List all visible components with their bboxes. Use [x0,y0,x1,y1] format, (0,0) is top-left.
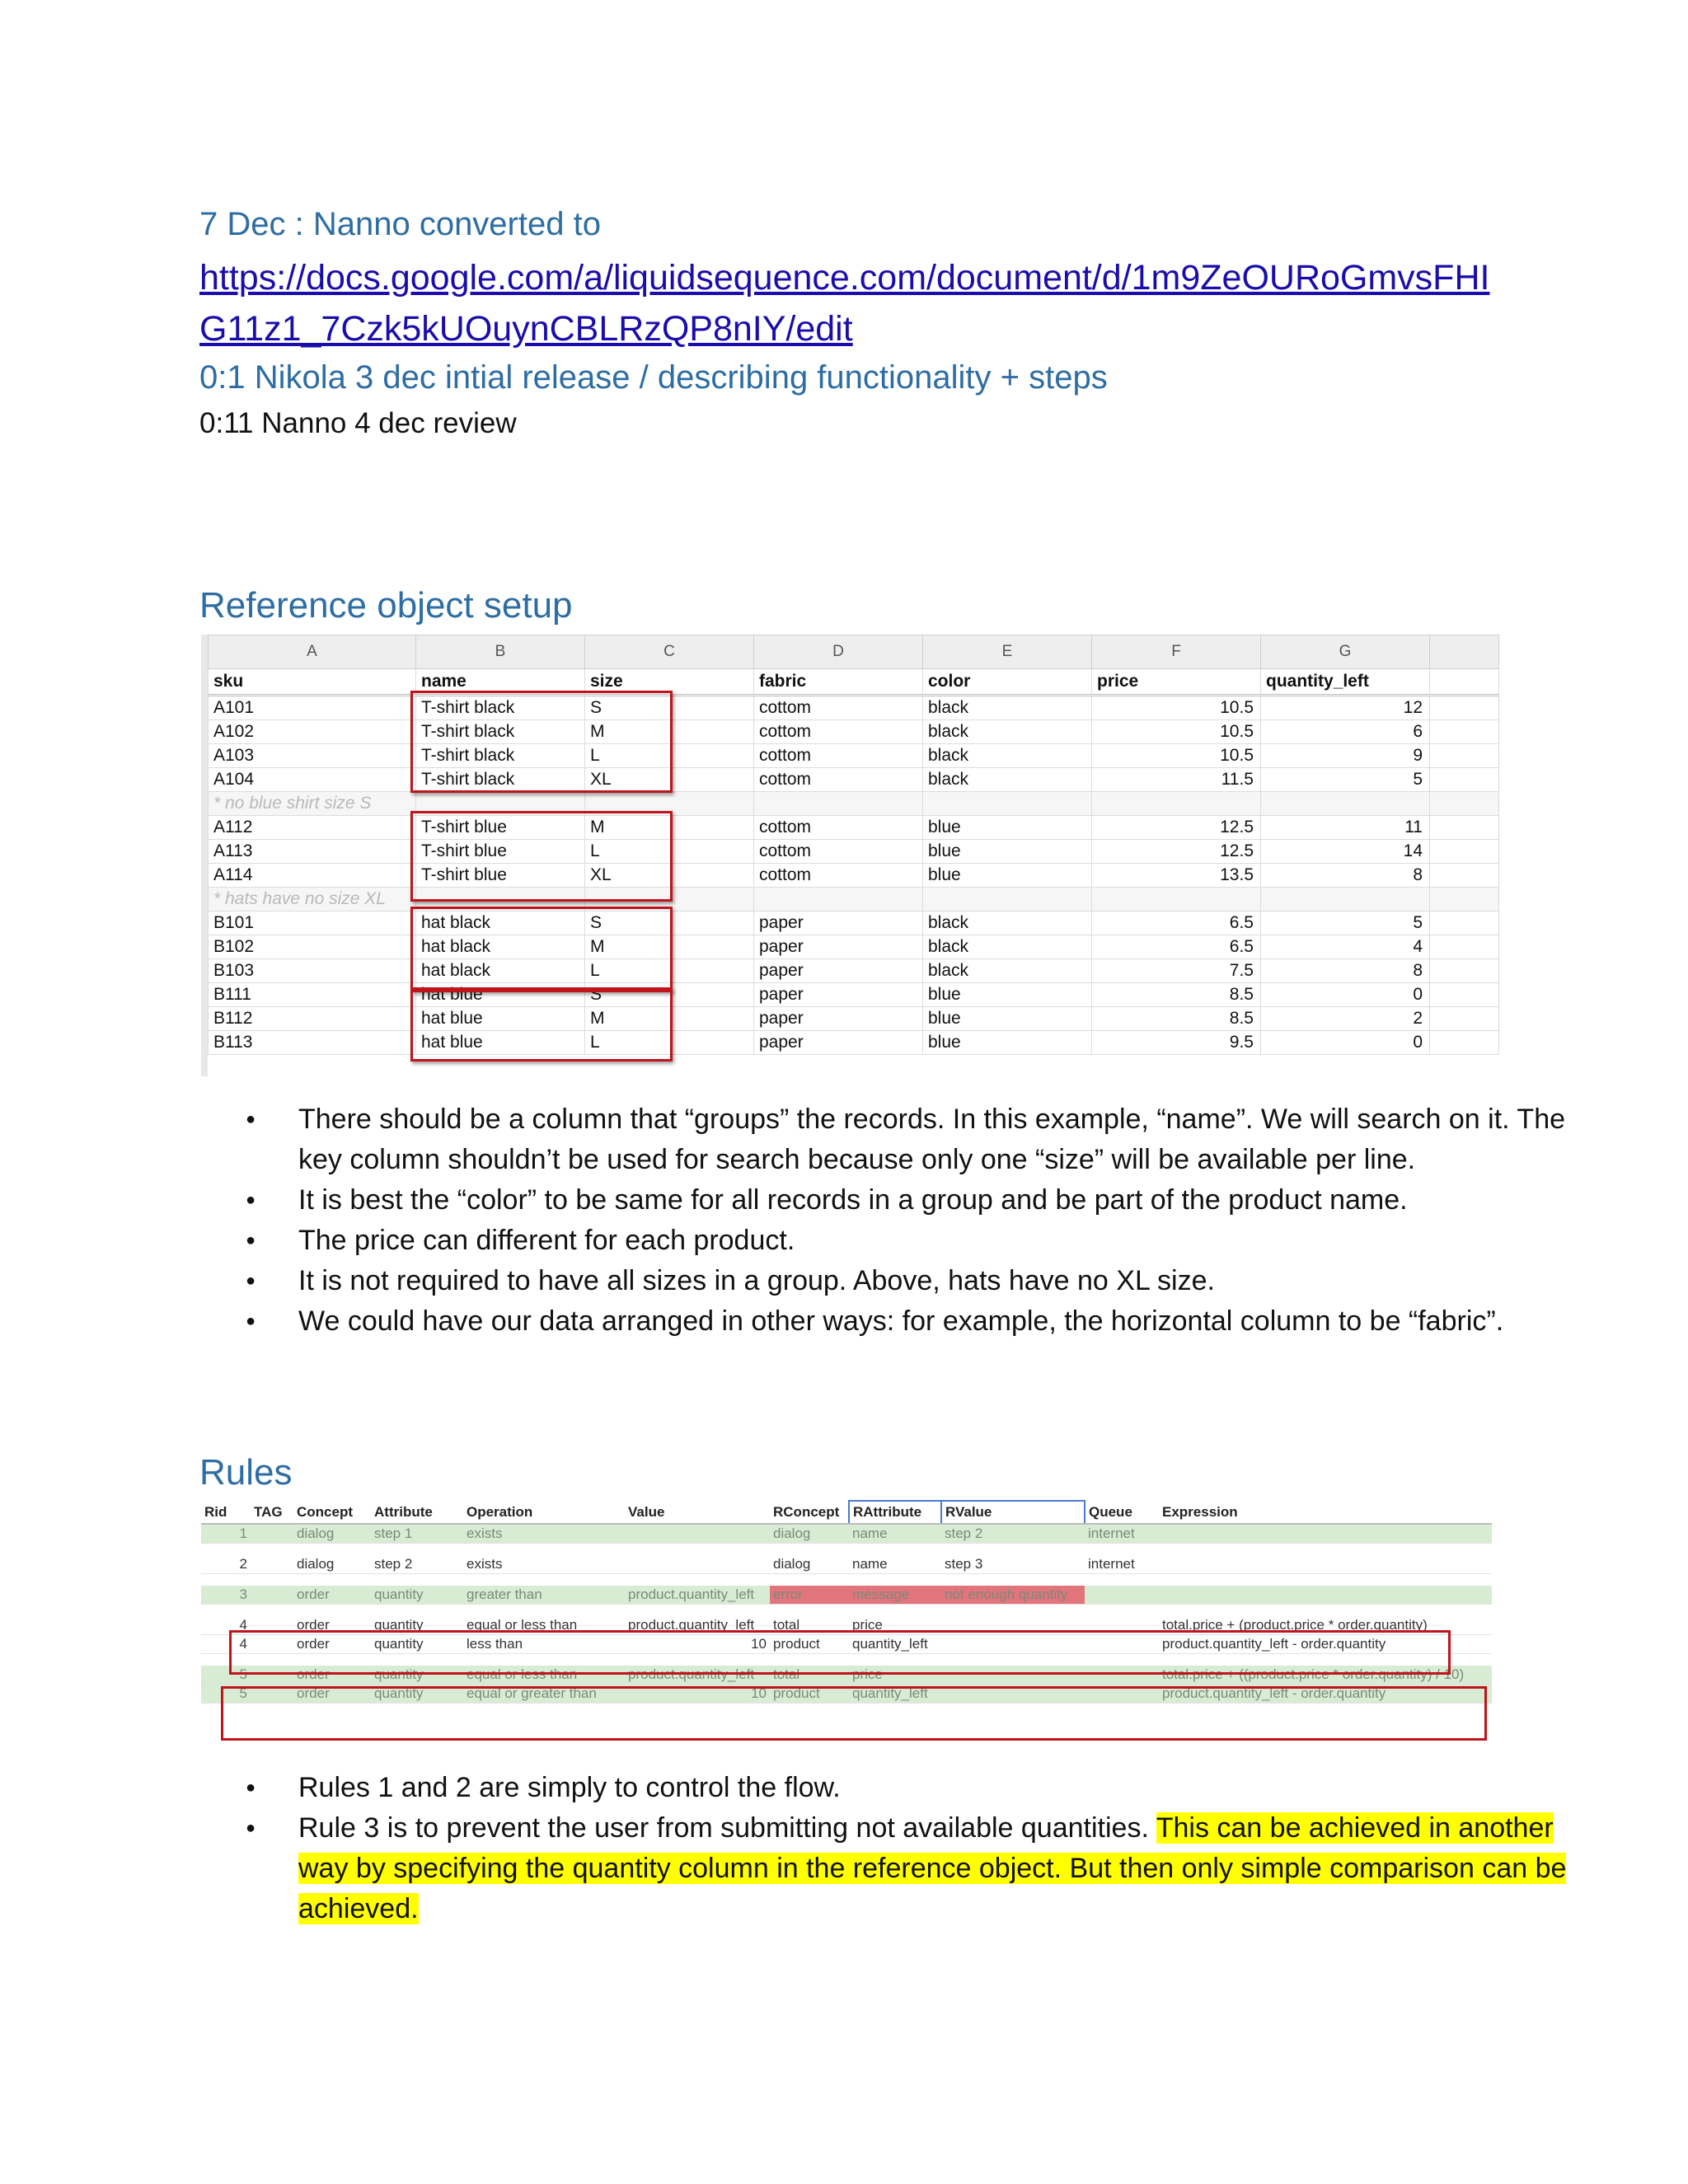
table-cell[interactable]: A114 [209,864,416,888]
rule-cell[interactable] [1159,1555,1492,1574]
column-header[interactable]: Queue [1085,1501,1159,1524]
table-cell[interactable]: M [585,720,754,744]
rule-cell[interactable]: order [293,1666,371,1685]
column-header[interactable]: Expression [1159,1501,1492,1524]
rule-cell[interactable]: 3 [201,1586,251,1605]
table-cell[interactable]: L [585,1031,754,1055]
table-cell[interactable]: XL [585,768,754,792]
rules-note-1: Rules 1 and 2 are simply to control the flow. [298,1772,841,1803]
note-cell[interactable]: * hats have no size XL [209,888,416,912]
cell-empty [1430,744,1499,768]
list-item: ● We could have our data arranged in other ways: for example, the horizontal column to be “fabric”. [298,1301,1601,1342]
table-row [209,720,1499,744]
table-cell[interactable]: 6.5 [1092,935,1261,959]
table-cell[interactable]: A104 [209,768,416,792]
table-cell[interactable]: paper [754,959,923,983]
rule-cell[interactable]: product.quantity_left [625,1666,770,1685]
rule-cell[interactable]: dialog [293,1524,371,1544]
rule-cell[interactable]: quantity [371,1586,463,1605]
table-cell[interactable]: 8.5 [1092,983,1261,1007]
column-letter[interactable]: E [923,635,1092,669]
cell-empty [1430,816,1499,840]
rule-cell[interactable]: product.quantity_left - order.quantity [1159,1685,1492,1704]
rule-5-box [221,1686,1487,1741]
list-item [298,1768,1601,1808]
column-header[interactable]: fabric [754,669,923,696]
column-header[interactable]: RConcept [770,1501,849,1524]
rule-cell[interactable]: internet [1085,1524,1159,1544]
note-cell[interactable]: * no blue shirt size S [209,792,416,816]
table-cell[interactable]: 12.5 [1092,816,1261,840]
rule-cell[interactable]: 2 [201,1555,251,1574]
table-cell[interactable]: blue [923,983,1092,1007]
table-row [209,792,1499,816]
list-item: ● The price can different for each product. [298,1221,1601,1261]
cell-empty [1430,912,1499,935]
table-cell[interactable]: 12.5 [1092,840,1261,864]
table-cell[interactable]: T-shirt black [416,768,585,792]
cell-empty [1430,696,1499,720]
table-cell[interactable]: black [923,720,1092,744]
table-cell[interactable]: cottom [754,744,923,768]
table-row [209,912,1499,935]
rule-cell[interactable]: quantity [371,1635,463,1654]
column-header[interactable]: Rid [201,1501,251,1524]
table-row [209,816,1499,840]
note-cell[interactable] [1092,888,1261,912]
rule-cell[interactable]: equal or less than [463,1616,625,1635]
rule-cell[interactable]: order [293,1586,371,1605]
rule-row [201,1524,1492,1544]
section-title-rules: Rules [199,1452,293,1493]
cell-empty [1430,983,1499,1007]
table-cell[interactable]: paper [754,983,923,1007]
note-cell[interactable] [754,792,923,816]
rule-cell[interactable]: exists [463,1555,625,1574]
rule-cell[interactable]: quantity_left [849,1635,941,1654]
rule-cell[interactable]: name [849,1524,941,1544]
reference-table-body [209,669,1499,1055]
note-cell[interactable] [1261,888,1430,912]
column-letter[interactable]: F [1092,635,1261,669]
section-title-reference: Reference object setup [199,585,573,626]
table-cell[interactable]: 12 [1261,696,1430,720]
column-header[interactable]: TAG [251,1501,293,1524]
rule-cell[interactable]: equal or greater than [463,1685,625,1704]
rule-4-box [229,1630,1451,1675]
table-cell[interactable]: 13.5 [1092,864,1261,888]
cell-empty [1430,959,1499,983]
rule-cell[interactable]: 10 [625,1635,770,1654]
table-cell[interactable]: S [585,696,754,720]
cell-empty [1430,669,1499,696]
rule-cell[interactable]: total [770,1616,849,1635]
rule-cell[interactable]: 10 [625,1685,770,1704]
column-header[interactable]: sku [209,669,416,696]
list-item: ● It is best the “color” to be same for all records in a group and be part of the product name. [298,1180,1601,1221]
table-cell[interactable]: T-shirt black [416,696,585,720]
rule-cell[interactable]: equal or less than [463,1666,625,1685]
rule-cell[interactable]: internet [1085,1555,1159,1574]
table-cell[interactable]: cottom [754,816,923,840]
table-cell[interactable]: 14 [1261,840,1430,864]
table-cell[interactable]: black [923,935,1092,959]
table-cell[interactable]: A101 [209,696,416,720]
table-cell[interactable]: black [923,768,1092,792]
rule-cell[interactable] [1159,1586,1492,1605]
table-cell[interactable]: B102 [209,935,416,959]
table-cell[interactable]: S [585,912,754,935]
rule-cell[interactable] [251,1586,293,1605]
rule-cell[interactable] [251,1524,293,1544]
table-cell[interactable]: T-shirt blue [416,816,585,840]
row-spacer [201,1605,1492,1617]
table-cell[interactable]: 9.5 [1092,1031,1261,1055]
table-cell[interactable]: 8 [1261,959,1430,983]
column-header[interactable]: color [923,669,1092,696]
table-cell[interactable]: A102 [209,720,416,744]
table-cell[interactable]: blue [923,840,1092,864]
rules-notes-list [199,1768,1601,1929]
rule-cell[interactable]: 5 [201,1685,251,1704]
table-cell[interactable]: black [923,959,1092,983]
table-cell[interactable]: A112 [209,816,416,840]
group-box-hat-blue [410,987,673,1062]
column-header[interactable]: price [1092,669,1261,696]
column-header[interactable]: quantity_left [1261,669,1430,696]
cell-empty [1430,1031,1499,1055]
rule-cell[interactable]: quantity [371,1685,463,1704]
note-cell[interactable] [923,888,1092,912]
table-cell[interactable]: M [585,1007,754,1031]
rule-cell[interactable] [625,1524,770,1544]
table-row [209,744,1499,768]
rule-cell[interactable]: step 2 [371,1555,463,1574]
table-cell[interactable]: hat blue [416,1007,585,1031]
rule-cell[interactable]: 4 [201,1635,251,1654]
rule-cell[interactable]: total.price + ((product.price * order.quantity) / 10) [1159,1666,1492,1685]
column-header[interactable]: RValue [941,1501,1085,1524]
rule-cell[interactable]: less than [463,1635,625,1654]
table-cell[interactable]: L [585,840,754,864]
table-cell[interactable]: B111 [209,983,416,1007]
rule-cell[interactable]: product [770,1685,849,1704]
rule-cell[interactable]: price [849,1666,941,1685]
rule-cell[interactable]: exists [463,1524,625,1544]
rule-cell[interactable]: quantity_left [849,1685,941,1704]
column-header[interactable]: Value [625,1501,770,1524]
table-row [209,935,1499,959]
table-cell[interactable]: black [923,912,1092,935]
table-cell[interactable]: 0 [1261,1031,1430,1055]
table-cell[interactable]: paper [754,1031,923,1055]
rule-cell[interactable]: name [849,1555,941,1574]
table-cell[interactable]: hat black [416,912,585,935]
table-cell[interactable]: T-shirt black [416,744,585,768]
table-cell[interactable]: T-shirt blue [416,840,585,864]
column-letter[interactable]: C [585,635,754,669]
rule-cell[interactable]: total [770,1666,849,1685]
table-cell[interactable]: hat blue [416,1031,585,1055]
list-item: ● There should be a column that “groups” the records. In this example, “name”. We will search on it. The key column shouldn’t be used for search because only one “size” will be available per line. [298,1099,1601,1180]
rule-cell[interactable]: 1 [201,1524,251,1544]
column-letter[interactable]: B [416,635,585,669]
table-row [209,1031,1499,1055]
table-cell[interactable]: cottom [754,840,923,864]
column-header[interactable]: Concept [293,1501,371,1524]
table-cell[interactable]: 9 [1261,744,1430,768]
rule-cell[interactable] [1085,1586,1159,1605]
table-cell[interactable]: B101 [209,912,416,935]
rule-cell[interactable]: dialog [770,1524,849,1544]
rule-cell[interactable]: step 2 [941,1524,1085,1544]
column-letters-row [209,635,1499,669]
list-item [298,1808,1601,1929]
note-cell[interactable] [754,888,923,912]
table-cell[interactable]: 10.5 [1092,720,1261,744]
rules-spreadsheet [201,1500,1492,1739]
rule-cell[interactable]: greater than [463,1586,625,1605]
header-row [201,1501,1492,1524]
table-cell[interactable]: T-shirt black [416,720,585,744]
cell-empty [1430,1007,1499,1031]
table-cell[interactable]: 0 [1261,983,1430,1007]
note-cell[interactable] [1261,792,1430,816]
table-row [209,768,1499,792]
table-cell[interactable]: B113 [209,1031,416,1055]
table-cell[interactable]: 5 [1261,912,1430,935]
rule-cell[interactable]: quantity [371,1666,463,1685]
column-header[interactable]: size [585,669,754,696]
rule-cell[interactable]: not enough quantity [941,1586,1085,1605]
table-cell[interactable]: cottom [754,720,923,744]
rule-cell[interactable]: message [849,1586,941,1605]
table-cell[interactable]: black [923,744,1092,768]
table-cell[interactable]: hat blue [416,983,585,1007]
table-cell[interactable]: M [585,935,754,959]
table-cell[interactable]: B112 [209,1007,416,1031]
table-cell[interactable]: black [923,696,1092,720]
rule-cell[interactable]: product.quantity_left - order.quantity [1159,1635,1492,1654]
rule-cell[interactable] [625,1555,770,1574]
table-cell[interactable]: XL [585,864,754,888]
spacer-cell [201,1544,1492,1556]
rule-cell[interactable]: quantity [371,1616,463,1635]
group-box-hat-black [410,907,673,992]
cell-empty [1430,768,1499,792]
rule-cell[interactable]: order [293,1635,371,1654]
table-cell[interactable]: 8 [1261,864,1430,888]
group-box-tshirt-black [410,691,673,793]
table-cell[interactable]: hat black [416,935,585,959]
rule-cell[interactable]: order [293,1616,371,1635]
column-letter-empty [1430,635,1499,669]
table-cell[interactable]: 2 [1261,1007,1430,1031]
cell-empty [1430,840,1499,864]
table-cell[interactable]: A103 [209,744,416,768]
rule-cell[interactable]: error [770,1586,849,1605]
rules-note-2: Rule 3 is to prevent the user from submitting not available quantities. [298,1812,1156,1844]
table-row [209,864,1499,888]
table-row [209,888,1499,912]
column-letter[interactable]: D [754,635,923,669]
cell-empty [1430,792,1499,816]
note-cell[interactable] [1092,792,1261,816]
table-cell[interactable]: 7.5 [1092,959,1261,983]
reference-notes-list [199,1099,1601,1342]
table-cell[interactable]: 11.5 [1092,768,1261,792]
rule-row [201,1555,1492,1574]
rule-cell[interactable]: product.quantity_left [625,1616,770,1635]
column-letter[interactable]: A [209,635,416,669]
cell-empty [1430,720,1499,744]
group-box-tshirt-blue [410,811,673,902]
column-header[interactable]: RAttribute [849,1501,941,1524]
table-cell[interactable]: A113 [209,840,416,864]
table-cell[interactable]: 6 [1261,720,1430,744]
document-link[interactable]: https://docs.google.com/a/liquidsequence.com/document/d/1m9ZeOURoGmvsFHIG11z1_7Czk5kUOuynCBLRzQP8nIY/edit [199,258,1490,349]
table-row [209,1007,1499,1031]
table-cell[interactable]: blue [923,816,1092,840]
table-cell[interactable]: 5 [1261,768,1430,792]
table-cell[interactable]: 11 [1261,816,1430,840]
rule-cell[interactable]: price [849,1616,941,1635]
table-cell[interactable]: M [585,816,754,840]
table-cell[interactable]: cottom [754,696,923,720]
table-row [209,959,1499,983]
table-cell[interactable]: T-shirt blue [416,864,585,888]
rule-cell[interactable] [251,1555,293,1574]
rule-cell[interactable] [1159,1524,1492,1544]
cell-empty [1430,888,1499,912]
rules-note-2-highlight: This can be achieved in another way by specifying the quantity column in the reference object. But then only simple comparison can be achieved. [298,1812,1567,1924]
revision-note-1: 0:1 Nikola 3 dec intial release / describing functionality + steps [199,359,1108,396]
table-row [209,983,1499,1007]
spacer-cell [201,1574,1492,1586]
revision-heading: 7 Dec : Nanno converted to [199,206,601,242]
revision-note-2: 0:11 Nanno 4 dec review [199,407,517,439]
cell-empty [1430,935,1499,959]
rule-cell[interactable]: product.quantity_left [625,1586,770,1605]
table-cell[interactable]: 8.5 [1092,1007,1261,1031]
table-cell[interactable]: blue [923,1031,1092,1055]
rule-cell[interactable]: product [770,1635,849,1654]
table-cell[interactable]: paper [754,1007,923,1031]
table-cell[interactable]: L [585,959,754,983]
rule-cell[interactable]: 4 [201,1616,251,1635]
rule-cell[interactable]: order [293,1685,371,1704]
row-spacer [201,1574,1492,1586]
table-cell[interactable]: 10.5 [1092,696,1261,720]
rule-cell[interactable]: dialog [293,1555,371,1574]
table-cell[interactable]: 10.5 [1092,744,1261,768]
table-cell[interactable]: blue [923,1007,1092,1031]
table-cell[interactable]: blue [923,864,1092,888]
column-header[interactable]: Operation [463,1501,625,1524]
rule-cell[interactable]: step 3 [941,1555,1085,1574]
table-cell[interactable]: hat black [416,959,585,983]
rule-cell[interactable]: dialog [770,1555,849,1574]
rule-row [201,1586,1492,1605]
table-cell[interactable]: cottom [754,864,923,888]
column-header[interactable]: Attribute [371,1501,463,1524]
header-row [209,669,1499,696]
table-cell[interactable]: B103 [209,959,416,983]
table-cell[interactable]: paper [754,935,923,959]
table-cell[interactable]: 6.5 [1092,912,1261,935]
table-cell[interactable]: cottom [754,768,923,792]
table-row [209,840,1499,864]
list-item: ● It is not required to have all sizes in a group. Above, hats have no XL size. [298,1261,1601,1301]
table-row [209,696,1499,720]
reference-spreadsheet [201,635,1498,1076]
rule-cell[interactable]: 5 [201,1666,251,1685]
reference-table [208,635,1499,1055]
table-cell[interactable]: 4 [1261,935,1430,959]
table-cell[interactable]: S [585,983,754,1007]
row-spacer [201,1544,1492,1556]
note-cell[interactable] [923,792,1092,816]
column-letter[interactable]: G [1261,635,1430,669]
table-cell[interactable]: paper [754,912,923,935]
table-cell[interactable]: L [585,744,754,768]
rule-cell[interactable]: total.price + (product.price * order.quantity) [1159,1616,1492,1635]
spacer-cell [201,1605,1492,1617]
rule-cell[interactable]: step 1 [371,1524,463,1544]
cell-empty [1430,864,1499,888]
column-header[interactable]: name [416,669,585,696]
